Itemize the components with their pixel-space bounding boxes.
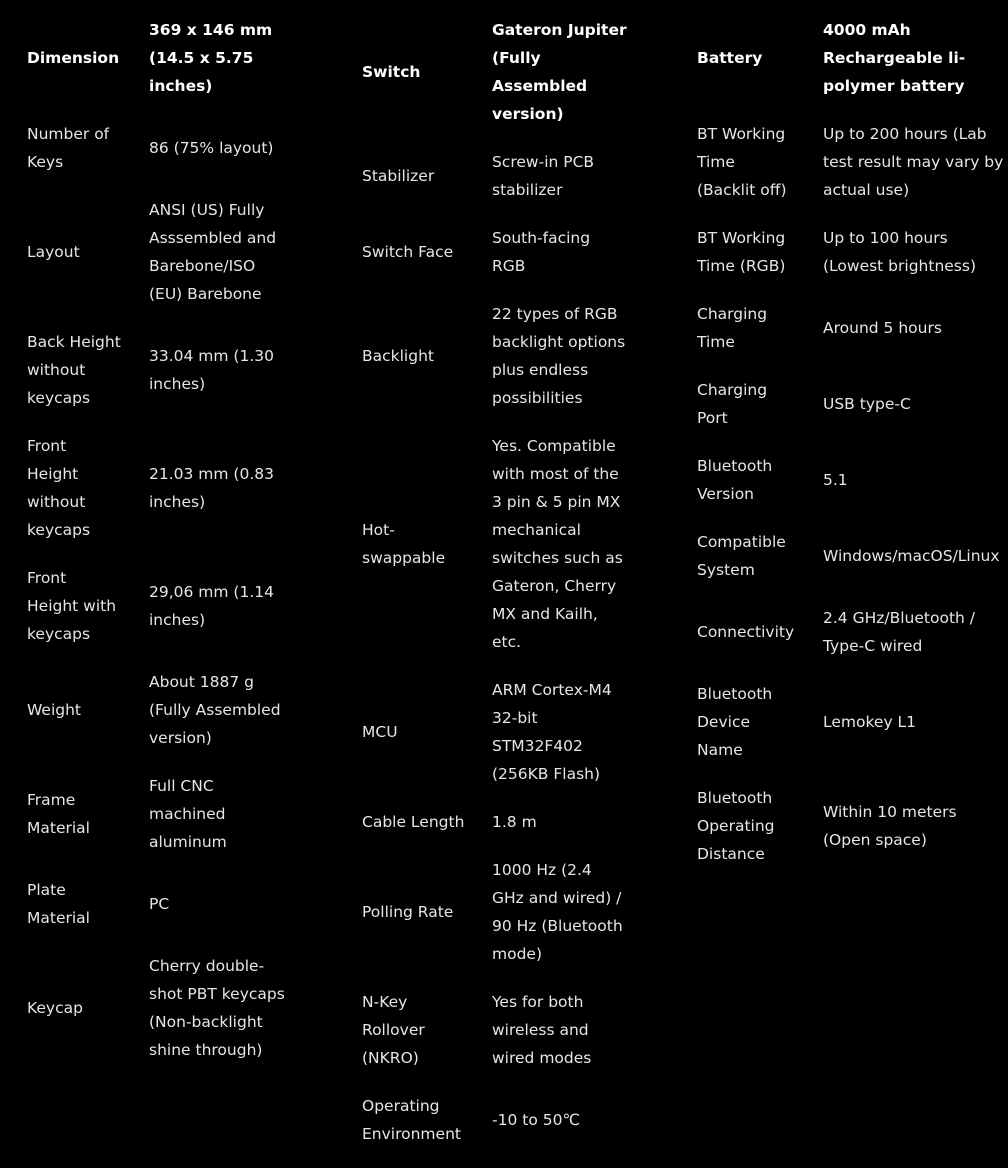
spec-row — [27, 952, 317, 1064]
spec-label: Backlight — [362, 347, 434, 365]
spec-row — [697, 452, 1008, 508]
spec-row — [27, 16, 317, 100]
spec-value: South-facing RGB — [492, 229, 591, 275]
spec-row — [27, 772, 317, 856]
spec-row — [697, 300, 1008, 356]
spec-row — [697, 604, 1008, 660]
spec-row — [27, 668, 317, 752]
spec-label: Stabilizer — [362, 167, 435, 185]
spec-value: 5.1 — [823, 471, 848, 489]
spec-label: Bluetooth Version — [697, 457, 773, 503]
spec-row — [362, 1092, 662, 1148]
spec-value: 369 x 146 mm (14.5 x 5.75 inches) — [149, 21, 273, 95]
spec-value: ANSI (US) Fully Asssembled and Barebone/ISO (EU) Barebone — [149, 201, 277, 303]
spec-row — [362, 224, 662, 280]
spec-label: Cable Length — [362, 813, 465, 831]
spec-value: USB type-C — [823, 395, 911, 413]
spec-value: 4000 mAh Rechargeable li- polymer battery — [823, 21, 966, 95]
spec-value: 1.8 m — [492, 813, 537, 831]
spec-column-1 — [27, 16, 317, 1084]
spec-value: PC — [149, 895, 170, 913]
spec-label: Front Height with keycaps — [27, 569, 117, 643]
spec-value: Yes for both wireless and wired modes — [492, 993, 592, 1067]
spec-row — [697, 16, 1008, 100]
spec-row — [362, 16, 662, 128]
spec-label: Keycap — [27, 999, 83, 1017]
spec-label: Bluetooth Device Name — [697, 685, 773, 759]
spec-label: Connectivity — [697, 623, 795, 641]
spec-row — [27, 120, 317, 176]
spec-row — [27, 432, 317, 544]
spec-label: Polling Rate — [362, 903, 454, 921]
spec-row — [27, 328, 317, 412]
spec-label: Frame Material — [27, 791, 90, 837]
spec-row — [362, 676, 662, 788]
spec-label: Switch Face — [362, 243, 454, 261]
spec-value: 33.04 mm (1.30 inches) — [149, 347, 274, 393]
spec-value: ARM Cortex-M4 32-bit STM32F402 (256KB Flash) — [492, 681, 612, 783]
spec-label: Layout — [27, 243, 80, 261]
spec-row — [27, 876, 317, 932]
spec-row — [362, 988, 662, 1072]
spec-label: MCU — [362, 723, 398, 741]
spec-row — [697, 680, 1008, 764]
spec-column-2 — [362, 16, 662, 1168]
spec-value: Lemokey L1 — [823, 713, 917, 731]
spec-value: Around 5 hours — [823, 319, 942, 337]
spec-value: Cherry double- shot PBT keycaps (Non-backlight shine through) — [149, 957, 285, 1059]
spec-row — [362, 808, 662, 836]
spec-value: Up to 200 hours (Lab test result may vary by actual use) — [823, 125, 1004, 199]
spec-label: Hot- swappable — [362, 521, 446, 567]
spec-value: Yes. Compatible with most of the 3 pin & 5 pin MX mechanical switches such as Gateron, Cherry MX and Kailh, etc. — [492, 437, 623, 651]
spec-value: 86 (75% layout) — [149, 139, 274, 157]
spec-row — [27, 196, 317, 308]
spec-value: About 1887 g (Fully Assembled version) — [149, 673, 281, 747]
spec-row — [27, 564, 317, 648]
spec-value: Full CNC machined aluminum — [149, 777, 227, 851]
spec-label: Compatible System — [697, 533, 786, 579]
spec-label: Plate Material — [27, 881, 90, 927]
spec-label: BT Working Time (Backlit off) — [697, 125, 787, 199]
spec-label: Battery — [697, 49, 763, 67]
spec-label: Front Height without keycaps — [27, 437, 91, 539]
spec-value: Within 10 meters (Open space) — [823, 803, 957, 849]
spec-label: Back Height without keycaps — [27, 333, 121, 407]
spec-value: 21.03 mm (0.83 inches) — [149, 465, 274, 511]
spec-label: Operating Environment — [362, 1097, 461, 1143]
spec-row — [362, 432, 662, 656]
spec-row — [362, 856, 662, 968]
spec-row — [362, 300, 662, 412]
spec-row — [697, 376, 1008, 432]
spec-label: Number of Keys — [27, 125, 110, 171]
spec-label: Dimension — [27, 49, 120, 67]
spec-value: Gateron Jupiter (Fully Assembled version) — [492, 21, 627, 123]
spec-row — [697, 224, 1008, 280]
spec-value: -10 to 50℃ — [492, 1111, 580, 1129]
spec-value: 29,06 mm (1.14 inches) — [149, 583, 274, 629]
spec-value: Windows/macOS/Linux — [823, 547, 1000, 565]
spec-label: BT Working Time (RGB) — [697, 229, 786, 275]
spec-label: Bluetooth Operating Distance — [697, 789, 775, 863]
spec-label: Switch — [362, 63, 421, 81]
spec-row — [697, 528, 1008, 584]
spec-label: Weight — [27, 701, 82, 719]
spec-label: Charging Port — [697, 381, 768, 427]
spec-row — [697, 784, 1008, 868]
spec-value: Up to 100 hours (Lowest brightness) — [823, 229, 977, 275]
spec-value: 2.4 GHz/Bluetooth / Type-C wired — [823, 609, 975, 655]
spec-label: Charging Time — [697, 305, 768, 351]
spec-value: Screw-in PCB stabilizer — [492, 153, 595, 199]
spec-label: N-Key Rollover (NKRO) — [362, 993, 425, 1067]
spec-value: 1000 Hz (2.4 GHz and wired) / 90 Hz (Bluetooth mode) — [492, 861, 623, 963]
spec-row — [362, 148, 662, 204]
spec-value: 22 types of RGB backlight options plus endless possibilities — [492, 305, 626, 407]
spec-row — [697, 120, 1008, 204]
spec-column-3 — [697, 16, 1008, 888]
